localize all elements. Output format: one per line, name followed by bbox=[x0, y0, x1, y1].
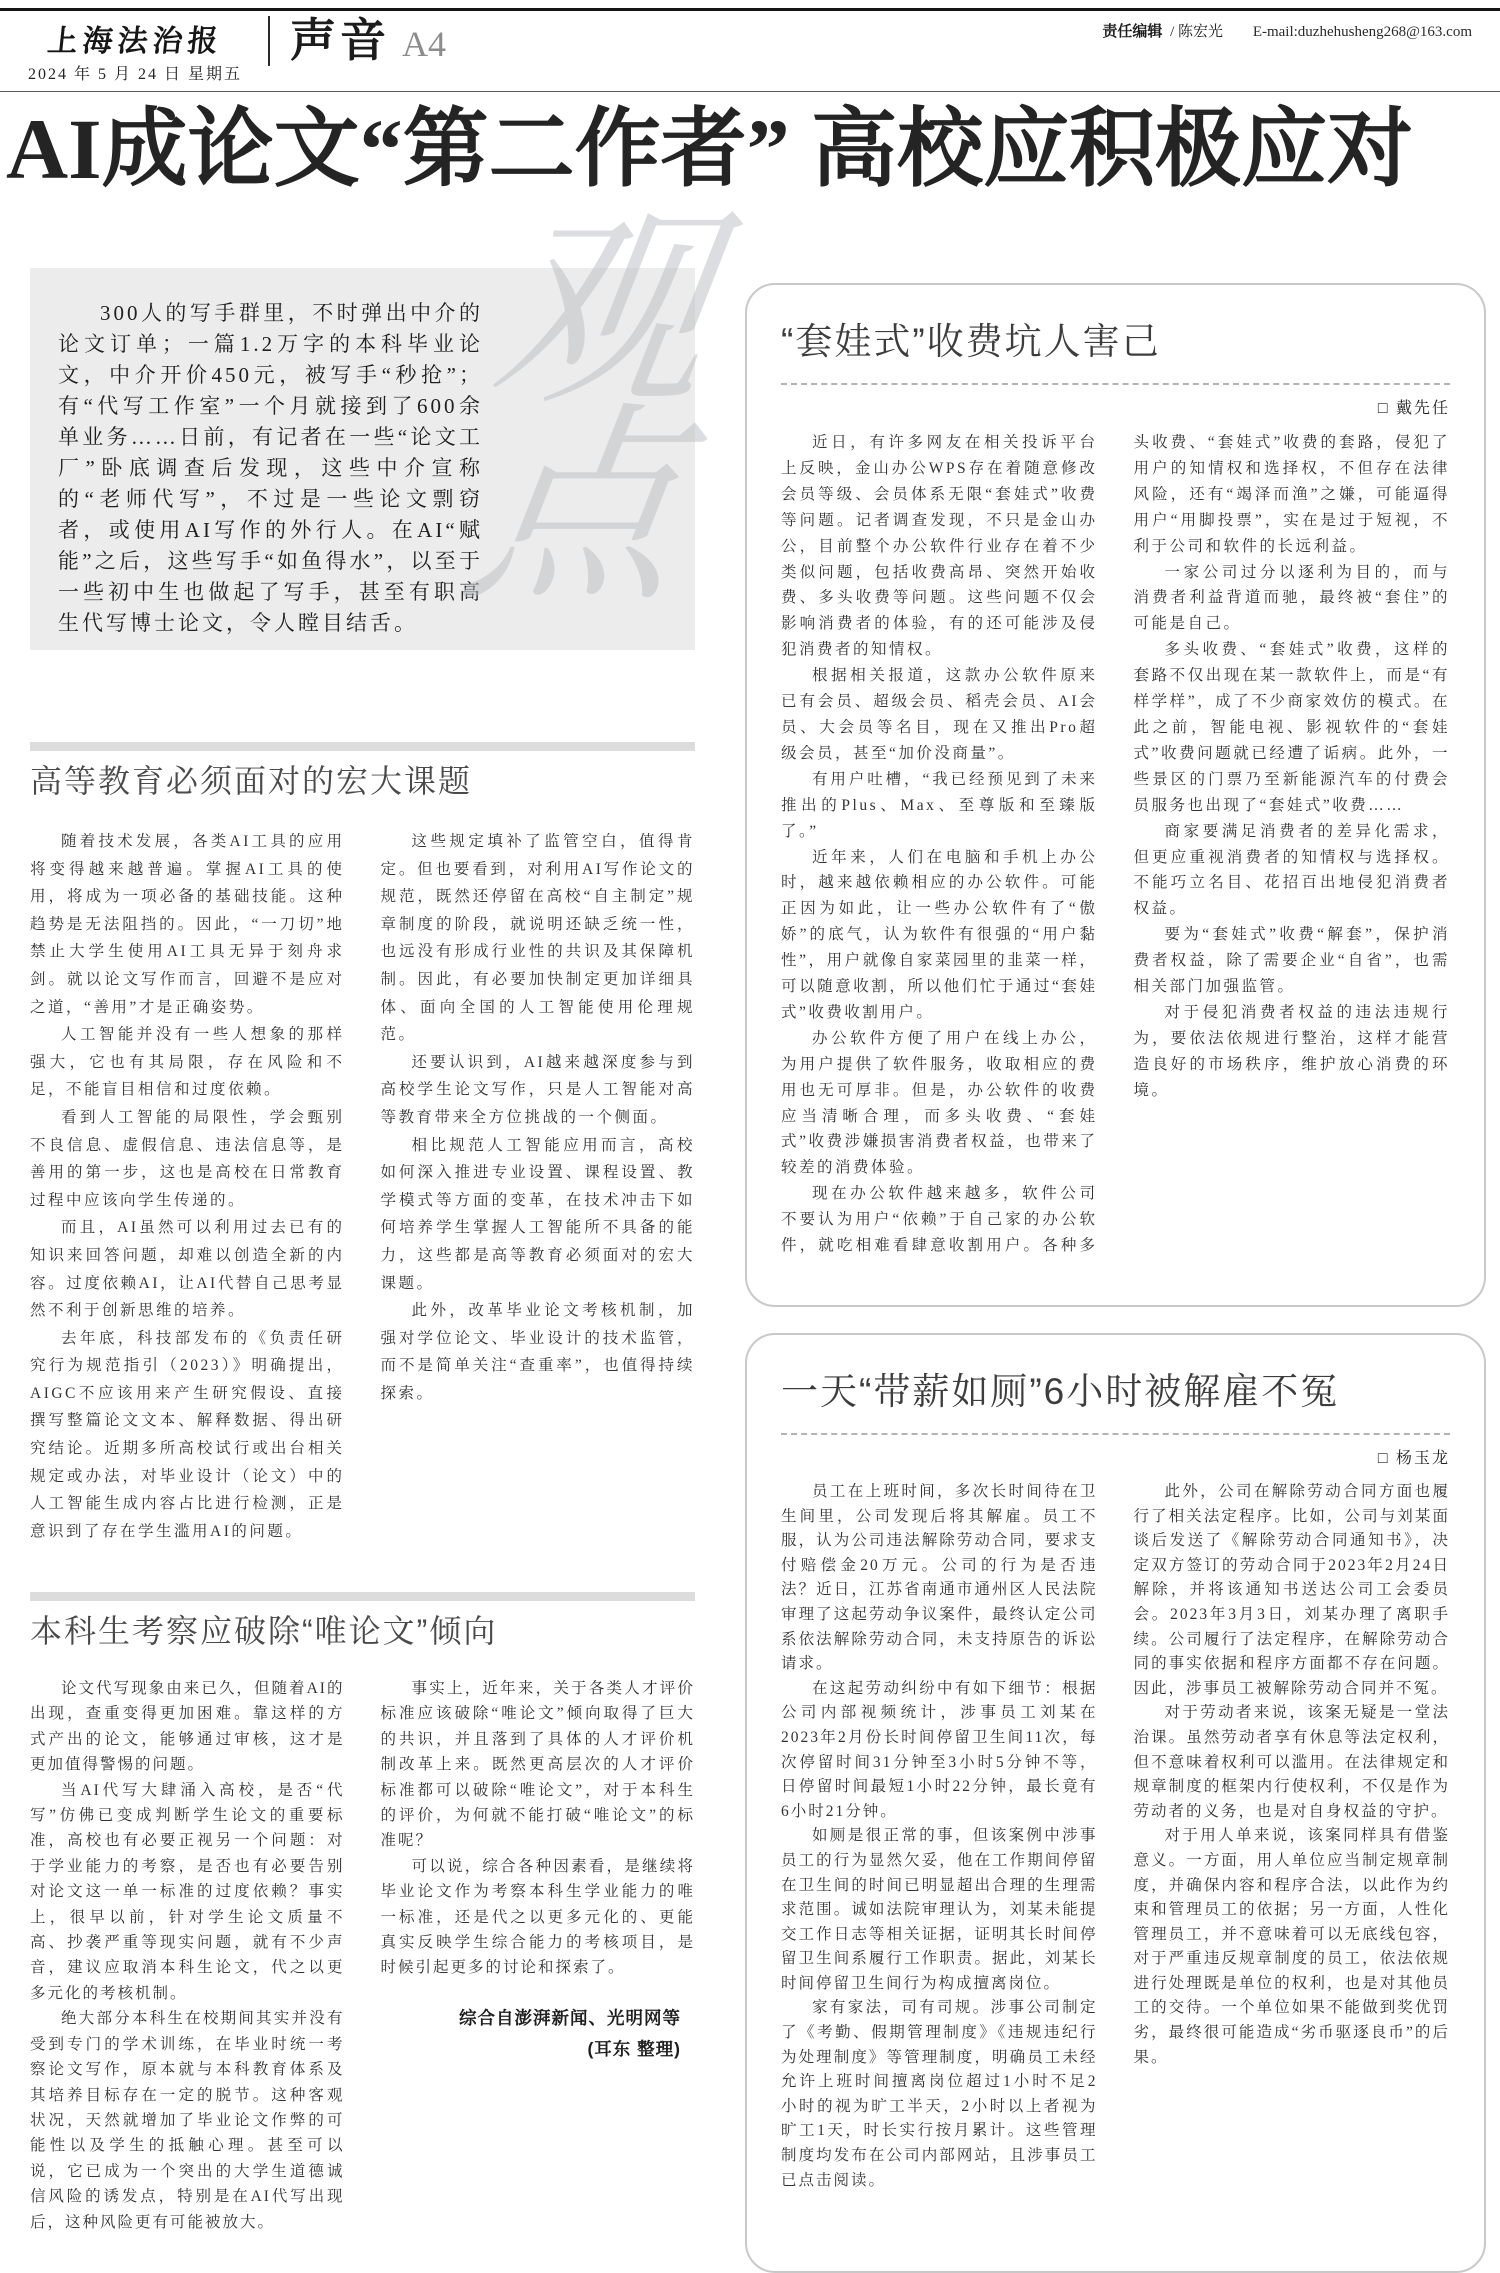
paragraph: 如厕是很正常的事，但该案例中涉事员工的行为显然欠妥，他在工作期间停留在卫生间的时间已明显超出合理的生理需求范围。诚如法院审理认为，刘某未能提交工作日志等相关证据，证明其长时间停留卫生间系履行工作职责。据此，刘某长时间停留卫生间行为构成擅离岗位。 bbox=[781, 1827, 1098, 1992]
paragraph: 相比规范人工智能应用而言，高校如何深入推进专业设置、课程设置、教学模式等方面的变革，在技术冲击下如何培养学生掌握人工智能所不具备的能力，这些都是高等教育必须面对的宏大课题。 bbox=[380, 1136, 695, 1292]
credit-line: (耳东 整理) bbox=[587, 2039, 681, 2060]
paragraph: 而且，AI虽然可以利用过去已有的知识来回答问题，却难以创造全新的内容。过度依赖AI，让AI代替自己思考显然不利于创新思维的培养。 bbox=[30, 1219, 345, 1320]
paragraph: 近日，有许多网友在相关投诉平台上反映，金山办公WPS存在着随意修改会员等级、会员体系无限“套娃式”收费等问题。记者调查发现，不只是金山办公，目前整个办公软件行业存在着不少类似问题，包括收费高昂、突然开始收费、多头收费等问题。这些问题不仅会影响消费者的体验，有的还可能涉及侵犯消费者的知情权。 bbox=[781, 434, 1098, 659]
paragraph: 随着技术发展，各类AI工具的应用将变得越来越普遍。掌握AI工具的使用，将成为一项必备的基础技能。这种趋势是无法阻挡的。因此，“一刀切”地禁止大学生使用AI工具无异于刻舟求剑。就以论文写作而言，回避不是应对之道，“善用”才是正确姿势。 bbox=[30, 833, 345, 1016]
lead-paragraph: 300人的写手群里，不时弹出中介的论文订单；一篇1.2万字的本科毕业论文，中介开价450元，被写手“秒抢”；有“代写工作室”一个月就接到了600余单业务……日前，有记者在一些“论文工厂”卧底调查后发现，这些中介宣称的“老师代写”，不过是一些论文剽窃者，或使用AI写作的外行人。在AI“赋能”之后，这些写手“如鱼得水”，以至于一些初中生也做起了写手，甚至有职高生代写博士论文，令人瞠目结舌。 bbox=[58, 301, 483, 635]
paragraph: 现在办公软件越来越多，软件公司不要认为用户“依赖”于自己家的办公软件，就吃相难看肆意收割用户。各种多头收费、“套娃式”收费的套路，侵犯了用户的知情权和选择权，不但存在法律风险，还有“竭泽而渔”之嫌，可能逼得用户“用脚投票”，实在是过于短视，不利于公司和软件的长远利益。 bbox=[781, 434, 1450, 1255]
paragraph: 此外，公司在解除劳动合同方面也履行了相关法定程序。比如，公司与刘某面谈后发送了《解除劳动合同通知书》，决定双方签订的劳动合同于2023年2月24日解除，并将该通知书送达公司工会委员会。2023年3月3日，刘某办理了离职手续。公司履行了法定程序，在解除劳动合同的事实依据和程序方面都不存在问题。因此，涉事员工被解除劳动合同并不冤。 bbox=[1133, 1483, 1450, 1697]
date-line: 2024 年 5 月 24 日 星期五 bbox=[28, 66, 243, 83]
right-article1-box bbox=[745, 283, 1486, 1307]
paragraph: 此外，改革毕业论文考核机制，加强对学位论文、毕业设计的技术监管，而不是简单关注“查重率”，也值得持续探索。 bbox=[380, 1302, 695, 1402]
right-article2-title: 一天“带薪如厕”6小时被解雇不冤 bbox=[781, 1371, 1340, 1412]
source-credits bbox=[381, 2003, 696, 2066]
paragraph: 人工智能并没有一些人想象的那样强大，它也有其局限，存在风险和不足，不能盲目相信和过度依赖。 bbox=[30, 1026, 345, 1099]
paragraph: 根据相关报道，这款办公软件原来已有会员、超级会员、稻壳会员、AI会员、大会员等名目，现在又推出Pro超级会员，甚至“加价没商量”。 bbox=[781, 667, 1098, 762]
paragraph: 近年来，人们在电脑和手机上办公时，越来越依赖相应的办公软件。可能正因为如此，让一些办公软件有了“傲娇”的底气，认为软件有很强的“用户黏性”，用户就像自家菜园里的韭菜一样，可以随意收割，所以他们忙于通过“套娃式”收费收割用户。 bbox=[781, 848, 1098, 1021]
paragraph: 一家公司过分以逐利为目的，而与消费者利益背道而驰，最终被“套住”的可能是自己。 bbox=[1133, 563, 1450, 633]
paragraph: 商家要满足消费者的差异化需求，但更应重视消费者的知情权与选择权。不能巧立名目、花招百出地侵犯消费者权益。 bbox=[1133, 822, 1450, 918]
paragraph: 可以说，综合各种因素看，是继续将毕业论文作为考察本科生学业能力的唯一标准，还是代之以更多元化的、更能真实反映学生综合能力的考核项目，是时候引起更多的讨论和探索了。 bbox=[380, 1857, 695, 1977]
paragraph: 对于劳动者来说，该案无疑是一堂法治课。虽然劳动者享有休息等法定权利，但不意味着权利可以滥用。在法律规定和规章制度的框架内行使权利，不仅是作为劳动者的义务，也是对自身权益的守护。 bbox=[1133, 1704, 1450, 1820]
right-article2-byline: □ 杨玉龙 bbox=[1377, 1450, 1450, 1467]
section-name: 声音 bbox=[290, 14, 391, 66]
paragraph: 有用户吐槽，“我已经预见到了未来推出的Plus、Max、至尊版和至臻版了。” bbox=[781, 770, 1098, 840]
paragraph: 这些规定填补了监管空白，值得肯定。但也要看到，对利用AI写作论文的规范，既然还停留在高校“自主制定”规章制度的阶段，就说明还缺乏统一性，也远没有形成行业性的共识及其保障机制。因此，有必要加快制定更加详细具体、面向全国的人工智能使用伦理规范。 bbox=[380, 833, 695, 1044]
dashed-divider bbox=[781, 1433, 1450, 1435]
header-divider bbox=[268, 16, 270, 66]
paragraph: 事实上，近年来，关于各类人才评价标准应该破除“唯论文”倾向取得了巨大的共识，并且落到了具体的人才评价机制改革上来。既然更高层次的人才评价标准都可以破除“唯论文”，对于本科生的评价，为何就不能打破“唯论文”的标准呢？ bbox=[380, 1680, 695, 1850]
right-article1-title: “套娃式”收费坑人害己 bbox=[781, 321, 1161, 362]
right-article1-byline: □ 戴先任 bbox=[1377, 400, 1450, 417]
right-article2-body bbox=[781, 1480, 1450, 2236]
paragraph: 多头收费、“套娃式”收费，这样的套路不仅出现在某一款软件上，而是“有样学样”，成了不少商家效仿的模式。在此之前，智能电视、影视软件的“套娃式”收费问题就已经遭了诟病。此外，一些景区的门票乃至新能源汽车的付费会员服务也出现了“套娃式”收费…… bbox=[1133, 641, 1450, 814]
page-header bbox=[0, 8, 1500, 92]
editor-email: E-mail:duzhehusheng268@163.com bbox=[1252, 24, 1472, 40]
paragraph: 员工在上班时间，多次长时间待在卫生间里，公司发现后将其解雇。员工不服，认为公司违法解除劳动合同，要求支付赔偿金20万元。公司的行为是否违法？近日，江苏省南通市通州区人民法院审理了这起劳动争议案件，最终认定公司系依法解除劳动合同，未支持原告的诉讼请求。 bbox=[781, 1483, 1098, 1673]
editor-label: 责任编辑 bbox=[1102, 23, 1163, 40]
paragraph: 对于侵犯消费者权益的违法违规行为，要依法依规进行整治，这样才能营造良好的市场秩序，维护放心消费的环境。 bbox=[1133, 1003, 1450, 1099]
paragraph: 去年底，科技部发布的《负责任研究行为规范指引（2023）》明确提出，AIGC不应该用来产生研究假设、直接撰写整篇论文文本、解释数据、得出研究结论。近期多所高校试行或出台相关规定或办法，对毕业设计（论文）中的人工智能生成内容占比进行检测，正是意识到了存在学生滥用AI的问题。 bbox=[30, 1329, 345, 1540]
credit-line: 综合自澎湃新闻、光明网等 bbox=[459, 2007, 681, 2028]
paragraph: 看到人工智能的局限性，学会甄别不良信息、虚假信息、违法信息等，是善用的第一步，这也是高校在日常教育过程中应该向学生传递的。 bbox=[30, 1108, 345, 1209]
left-article1-title: 高等教育必须面对的宏大课题 bbox=[30, 763, 473, 799]
editor-name: / 陈宏光 bbox=[1170, 24, 1224, 40]
left-article1-body bbox=[30, 828, 695, 1574]
left-article2-title: 本科生考察应破除“唯论文”倾向 bbox=[30, 1613, 498, 1649]
lead-box bbox=[30, 268, 695, 650]
paragraph: 要为“套娃式”收费“解套”，保护消费者权益，除了需要企业“自省”，也需相关部门加强监管。 bbox=[1133, 926, 1450, 996]
paragraph: 绝大部分本科生在校期间其实并没有受到专门的学术训练，在毕业时统一考察论文写作，原本就与本科教育体系及其培养目标存在一定的脱节。这种客观状况，天然就增加了毕业论文作弊的可能性以及学生的抵触心理。甚至可以说，它已成为一个突出的大学生道德诚信风险的诱发点，特别是在AI代写出现后，这种风险更有可能被放大。 bbox=[30, 2010, 345, 2231]
paragraph: 对于用人单来说，该案同样具有借鉴意义。一方面，用人单位应当制定规章制度，并确保内容和程序合法，以此作为约束和管理员工的依据；另一方面，人性化管理员工，并不意味着可以无底线包容，对于严重违反规章制度的员工，依法依规进行处理既是单位的权利，也是对其他员工的交待。一个单位如果不能做到奖优罚劣，最终很可能造成“劣币驱逐良币”的后果。 bbox=[1133, 1827, 1450, 2066]
paragraph: 论文代写现象由来已久，但随着AI的出现，查重变得更加困难。靠这样的方式产出的论文，能够通过审核，这才是更加值得警惕的问题。 bbox=[30, 1680, 345, 1774]
right-article2-box bbox=[745, 1333, 1486, 2273]
section-bar bbox=[30, 1592, 695, 1601]
right-article1-body bbox=[781, 430, 1450, 1272]
left-article2-body bbox=[30, 1676, 695, 2253]
watermark-char-dian: 点 bbox=[451, 392, 697, 628]
paragraph: 当AI代写大肆涌入高校，是否“代写”仿佛已变成判断学生论文的重要标准，高校也有必要正视另一个问题：对于学业能力的考察，是否也有必要告别对论文这一单一标准的过度依赖？事实上，很早以前，针对学生论文质量不高、抄袭严重等现实问题，就有不少声音，建议应取消本科生论文，代之以更多元化的考核机制。 bbox=[30, 1781, 345, 2002]
paragraph: 家有家法，司有司规。涉事公司制定了《考勤、假期管理制度》《违规违纪行为处理制度》等管理制度，明确员工未经允许上班时间擅离岗位超过1小时不足2小时的视为旷工半天，2小时以上者视为旷工1天，时长实行按月累计。这些管理制度均发布在公司内部网站，且涉事员工已点击阅读。 bbox=[781, 1999, 1098, 2189]
dashed-divider bbox=[781, 383, 1450, 385]
section-block bbox=[290, 16, 446, 65]
main-headline: AI成论文“第二作者” 高校应积极应对 bbox=[6, 101, 1414, 197]
watermark-char-guan: 观 bbox=[479, 195, 725, 430]
paper-logo: 上海法治报 bbox=[45, 25, 224, 58]
paragraph: 还要认识到，AI越来越深度参与到高校学生论文写作，只是人工智能对高等教育带来全方位挑战的一个侧面。 bbox=[380, 1053, 695, 1126]
paragraph: 在这起劳动纠纷中有如下细节：根据公司内部视频统计，涉事员工刘某在2023年2月份长时间停留卫生间11次，每次停留时间31分钟至3小时5分钟不等，日停留时间最短1小时22分钟，最长竟有6小时21分钟。 bbox=[781, 1679, 1098, 1820]
section-bar bbox=[30, 742, 695, 751]
page-number: A4 bbox=[402, 24, 447, 64]
editor-info bbox=[1102, 20, 1472, 41]
paragraph: 办公软件方便了用户在线上办公，为用户提供了软件服务，收取相应的费用也无可厚非。但是，办公软件的收费应当清晰合理，而多头收费、“套娃式”收费涉嫌损害消费者权益，也带来了较差的消费体验。 bbox=[781, 1029, 1098, 1177]
masthead bbox=[28, 16, 242, 84]
